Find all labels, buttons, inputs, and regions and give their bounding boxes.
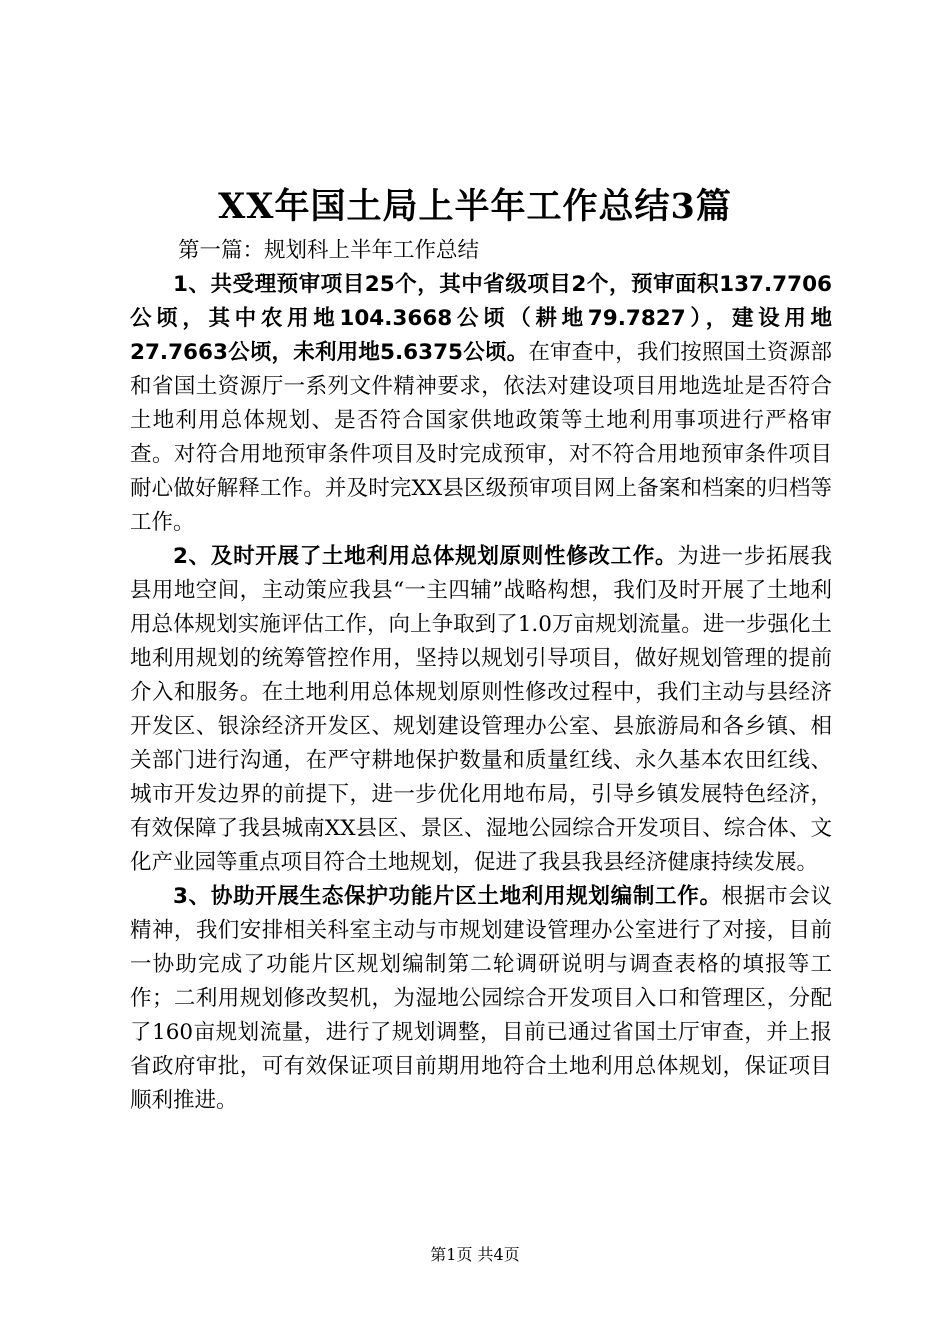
document-body <box>130 234 832 1118</box>
paragraph-1-text: 在审查中，我们按照国土资源部和省国土资源厅一系列文件精神要求，依法对建设项目用地选址是否符合土地利用总体规划、是否符合国家供地政策等土地利用事项进行严格审查。对符合用地预审条件项目及时完成预审，对不符合用地预审条件项目耐心做好解释工作。并及时完XX县区级预审项目网上备案和档案的归档等工作。 <box>130 340 832 535</box>
paragraph-3 <box>130 880 832 1118</box>
page-number-footer: 第1页 共4页 <box>430 1245 520 1264</box>
section-heading: 第一篇：规划科上半年工作总结 <box>178 238 480 263</box>
document-title: XX年国土局上半年工作总结3篇 <box>218 186 732 227</box>
paragraph-2-lead: 2、及时开展了土地利用总体规划原则性修改工作。 <box>173 544 678 569</box>
paragraph-2 <box>130 540 832 880</box>
paragraph-1 <box>130 268 832 540</box>
paragraph-1-lead: 1、共受理预审项目25个，其中省级项目2个，预审面积137.7706公顷，其中农用地104.3668公顷（耕地79.7827），建设用地27.7663公顷，未利用地5.6375公顷。 <box>130 272 832 365</box>
paragraph-3-lead: 3、协助开展生态保护功能片区土地利用规划编制工作。 <box>173 884 722 909</box>
paragraph-2-text: 为进一步拓展我县用地空间，主动策应我县“一主四辅”战略构想，我们及时开展了土地利用总体规划实施评估工作，向上争取到了1.0万亩规划流量。进一步强化土地利用规划的统筹管控作用，坚持以规划引导项目，做好规划管理的提前介入和服务。在土地利用总体规划原则性修改过程中，我们主动与县经济开发区、银涂经济开发区、规划建设管理办公室、县旅游局和各乡镇、相关部门进行沟通，在严守耕地保护数量和质量红线、永久基本农田红线、城市开发边界的前提下，进一步优化用地布局，引导乡镇发展特色经济，有效保障了我县城南XX县区、景区、湿地公园综合开发项目、综合体、文化产业园等重点项目符合土地规划，促进了我县我县经济健康持续发展。 <box>130 544 832 875</box>
paragraph-3-text: 根据市会议精神，我们安排相关科室主动与市规划建设管理办公室进行了对接，目前一协助完成了功能片区规划编制第二轮调研说明与调查表格的填报等工作；二利用规划修改契机，为湿地公园综合开发项目入口和管理区，分配了160亩规划流量，进行了规划调整，目前已通过省国土厅审查，并上报省政府审批，可有效保证项目前期用地符合土地利用总体规划，保证项目顺利推进。 <box>130 884 832 1113</box>
